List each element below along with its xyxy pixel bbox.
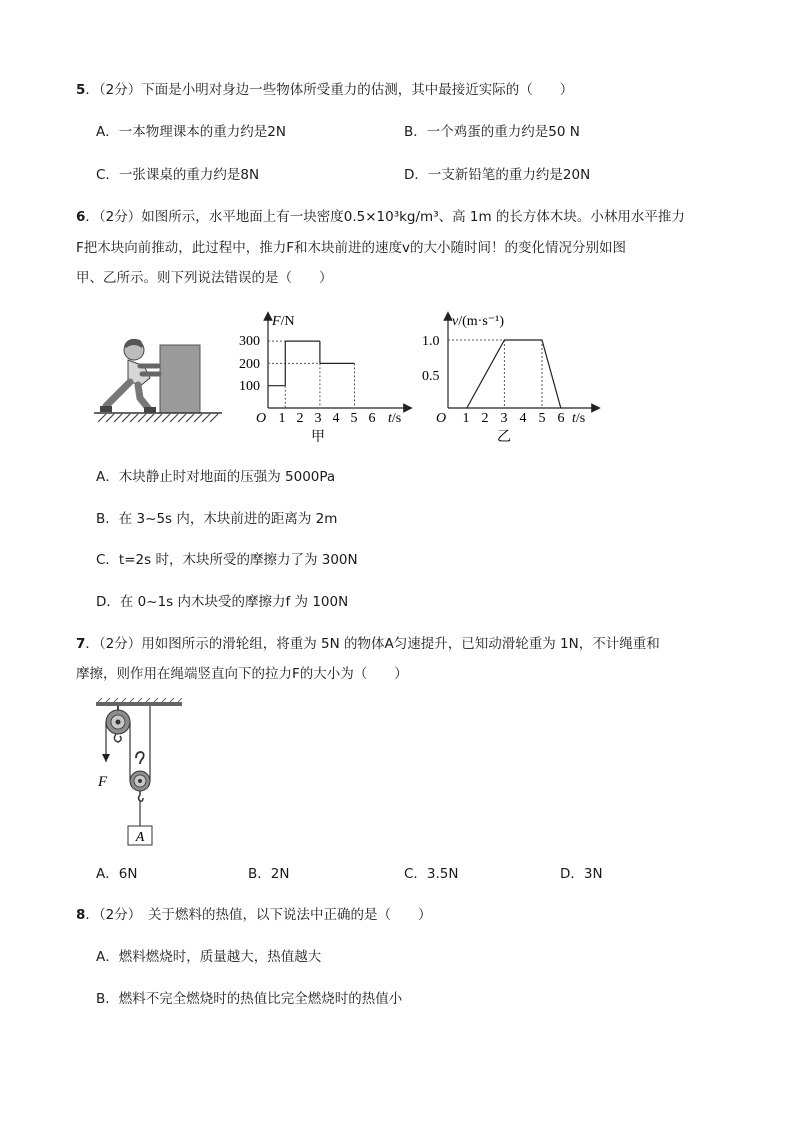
q6-stem-line3: 甲、乙所示。则下列说法错误的是（ ） [76, 270, 333, 286]
v-graph-ytick-1.0: 1.0 [422, 334, 440, 349]
q7-option-b[interactable]: B．2N [248, 866, 290, 882]
f-graph-xtick-5: 5 [350, 411, 358, 426]
q6-stem-line1 [76, 207, 685, 227]
q8-option-a[interactable]: A．燃料燃烧时，质量越大，热值越大 [96, 949, 322, 965]
v-graph-ytick-0.5: 0.5 [422, 369, 440, 384]
wooden-block [160, 345, 200, 413]
f-graph-xtick-3: 3 [314, 411, 322, 426]
q6-force-time-graph [238, 308, 418, 448]
v-graph-origin: O [436, 411, 447, 426]
v-graph-xtick-4: 4 [519, 411, 527, 426]
q6-velocity-time-graph [418, 308, 618, 448]
q5-number: 5 [76, 82, 86, 98]
q7-number: 7 [76, 636, 86, 652]
q8-number: 8 [76, 907, 86, 923]
q7-text-line1: ．（2分）用如图所示的滑轮组，将重为 5N 的物体A匀速提升，已知动滑轮重为 1N，不计绳重和 [85, 636, 660, 652]
v-graph-x-label: t/s [572, 411, 586, 426]
f-graph-xtick-4: 4 [332, 411, 340, 426]
q5-option-d[interactable]: D．一支新铅笔的重力约是20N [404, 167, 591, 183]
v-graph-caption: 乙 [497, 430, 511, 445]
force-label: F [98, 774, 108, 790]
v-graph-xtick-1: 1 [462, 411, 470, 426]
q6-option-c[interactable]: C．t=2s 时，木块所受的摩擦力了为 300N [96, 552, 358, 568]
q7-option-c[interactable]: C．3.5N [404, 866, 459, 882]
q6-option-d[interactable]: D．在 0~1s 内木块受的摩擦力f 为 100N [96, 594, 349, 610]
q8-option-b[interactable]: B．燃料不完全燃烧时的热值比完全燃烧时的热值小 [96, 991, 403, 1007]
q6-option-b[interactable]: B．在 3~5s 内，木块前进的距离为 2m [96, 511, 338, 527]
v-graph-velocity-curve [467, 340, 561, 408]
f-graph-caption: 甲 [311, 430, 325, 445]
q5-stem [76, 80, 573, 100]
ceiling [96, 702, 182, 706]
f-graph-ytick-100: 100 [239, 379, 260, 394]
q5-option-a[interactable]: A．一本物理课本的重力约是2N [96, 124, 286, 140]
ground-hatching [98, 414, 218, 422]
force-arrow-icon [102, 754, 110, 762]
f-graph-x-label: t/s [388, 411, 402, 426]
q5-text: ．（2分）下面是小明对身边一些物体所受重力的估测，其中最接近实际的（ ） [85, 82, 574, 98]
q7-pulley-figure [92, 698, 188, 850]
q6-number: 6 [76, 209, 86, 225]
ceiling-hatching [98, 698, 182, 702]
person-pushing-icon [100, 339, 159, 413]
q6-stem-line2: F把木块向前推动，此过程中，推力F和木块前进的速度v的大小随时间！的变化情况分别如图 [76, 240, 627, 256]
f-graph-ytick-200: 200 [239, 357, 260, 372]
q7-option-d[interactable]: D．3N [560, 866, 603, 882]
f-graph-xtick-6: 6 [368, 411, 376, 426]
f-graph-xtick-1: 1 [278, 411, 286, 426]
f-graph-xtick-2: 2 [296, 411, 304, 426]
q8-stem [76, 905, 432, 925]
q8-text: ．（2分） 关于燃料的热值，以下说法中正确的是（ ） [85, 907, 432, 923]
block-a-label: A [135, 830, 145, 845]
v-graph-xtick-6: 6 [557, 411, 565, 426]
q7-stem-line2: 摩擦，则作用在绳端竖直向下的拉力F的大小为（ ） [76, 666, 408, 682]
q6-push-figure [94, 330, 224, 425]
v-graph-xtick-5: 5 [538, 411, 546, 426]
q6-text-line1: ．（2分）如图所示，水平地面上有一块密度0.5×10³kg/m³、高 1m 的长方体木块。小林用水平推力 [85, 209, 685, 225]
v-graph-y-label: v/(m·s⁻¹) [452, 314, 505, 329]
v-graph-xtick-2: 2 [481, 411, 489, 426]
q7-option-a[interactable]: A．6N [96, 866, 138, 882]
q7-stem-line1 [76, 634, 660, 654]
f-graph-origin: O [256, 411, 267, 426]
q5-option-b[interactable]: B．一个鸡蛋的重力约是50 N [404, 124, 580, 140]
q6-option-a[interactable]: A．木块静止时对地面的压强为 5000Pa [96, 469, 336, 485]
f-graph-y-label: F/N [272, 314, 295, 329]
q5-option-c[interactable]: C．一张课桌的重力约是8N [96, 167, 260, 183]
v-graph-xtick-3: 3 [500, 411, 508, 426]
f-graph-ytick-300: 300 [239, 334, 260, 349]
